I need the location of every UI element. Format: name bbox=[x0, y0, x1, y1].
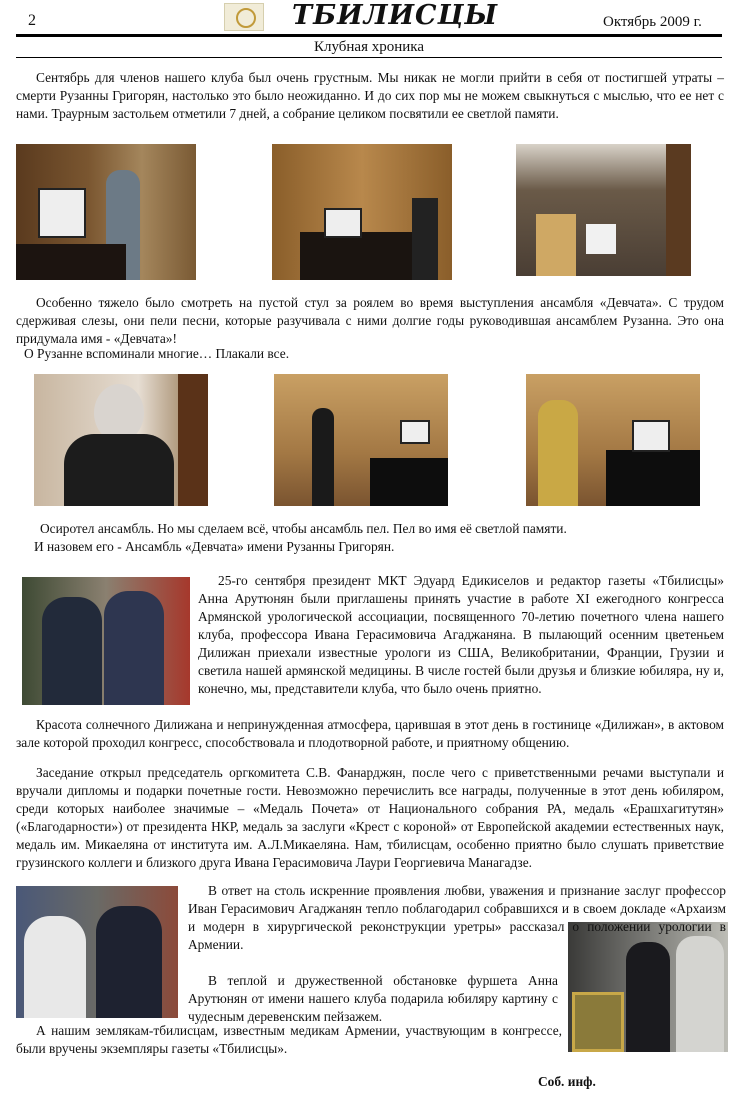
photo-memorial-speaker bbox=[16, 144, 196, 280]
paragraph-intro: Сентябрь для членов нашего клуба был очень грустным. Мы никак не могли прийти в себя от постигшей утраты – смерти Рузанны Григорян, настолько это было неожиданно. И до сих пор мы не можем свыкнуться с мыслью, что ее нет с нами. Траурным застольем отметили 7 дней, а собрание целиком посвятили ее светлой памяти. bbox=[16, 70, 724, 121]
paragraph-dilijan: Красота солнечного Дилижана и непринужденная атмосфера, царившая в этот день в гостинице «Дилижан», в актовом зале которой проходил конгресс, способствовала и плодотворной работе, и приятному общению. bbox=[16, 717, 724, 750]
page-number: 2 bbox=[28, 12, 36, 29]
issue-date: Октябрь 2009 г. bbox=[603, 14, 702, 30]
photo-singer-piano bbox=[274, 374, 448, 506]
header-rule-top bbox=[16, 34, 722, 37]
header-rule-bottom bbox=[16, 57, 722, 58]
paragraph-orphaned: Осиротел ансамбль. Но мы сделаем всё, чтобы ансамбль пел. Пел во имя её светлой памяти. bbox=[40, 521, 567, 536]
photo-memorial-table bbox=[272, 144, 452, 280]
photo-audience bbox=[516, 144, 691, 276]
masthead-logo-badge bbox=[224, 3, 264, 31]
photo-woman-portrait bbox=[34, 374, 208, 506]
section-title: Клубная хроника bbox=[313, 39, 425, 55]
paragraph-response: В ответ на столь искренние проявления любви, уважения и признание заслуг профессор Иван Герасимович Агаджанян тепло поблагодарил собравшихся и в своем докладе «Архаизм и модерн в хирургической реконструкции уретры» рассказал о положении урологии в Армении. bbox=[188, 883, 726, 952]
paragraph-congress: 25-го сентября президент МКТ Эдуард Едикиселов и редактор газеты «Тбилисцы» Анна Арутюнян были приглашены принять участие в работе XI ежегодного конгресса Армянской урологической ассоциации, посвященного 70-летию почетного члена нашего клуба, профессора Ивана Герасимовича Агаджаняна. В пылающий осенним цветеньем Дилижан приехали известные урологи из США, Великобритании, Франции, Грузии и светила нашей армянской медицины. В числе гостей были друзья и близкие юбиляра, ну и, конечно, мы, представители клуба, что было очень приятно. bbox=[198, 573, 724, 696]
paragraph-reception: В теплой и дружественной обстановке фуршета Анна Арутюнян от имени нашего клуба подарила юбиляру картину с чудесным деревенским пейзажем. bbox=[188, 973, 558, 1024]
signature: Соб. инф. bbox=[538, 1074, 596, 1089]
paragraph-naming: И назовем его - Ансамбль «Девчата» имени Рузанны Григорян. bbox=[34, 539, 395, 554]
masthead-title: ТБИЛИСЦЫ bbox=[292, 0, 499, 31]
paragraph-awards: Заседание открыл председатель оргкомитета С.В. Фанарджян, после чего с приветственными речами выступали и вручали дипломы и подарки почетные гости. Невозможно перечислить все награды, полученные в этот день юбиляром, среди которых наиболее значимые – «Медаль Почета» от Национального собрания РА, медаль «Ерашхагитутян» («Благодарности») от президента НКР, медаль за заслуги «Крест с короной» от Европейской академии естественных наук, медаль им. Микаеляна от института им. А.Л.Микаеляна. Нам, тбилисцам, особенно приятно было слушать приветствие грузинского коллеги и близкого друга Ивана Герасимовича Лаури Георгиевича Манагадзе. bbox=[16, 765, 724, 870]
photo-couple-portrait bbox=[16, 886, 178, 1018]
photo-award-presentation bbox=[22, 577, 190, 705]
logo-circle-icon bbox=[236, 8, 256, 28]
paragraph-ensemble: Особенно тяжело было смотреть на пустой стул за роялем во время выступления ансамбля «Девчата». С трудом сдерживая слезы, они пели песни, которые разучивала с ними долгие годы руководившая ансамблем Рузанна. Это она придумала имя - «Девчата»! bbox=[16, 295, 724, 346]
paragraph-memories: О Рузанне вспоминали многие… Плакали все. bbox=[24, 346, 290, 361]
paragraph-newspapers: А нашим землякам-тбилисцам, известным медикам Армении, участвующим в конгрессе, были вручены экземпляры газеты «Тбилисцы». bbox=[16, 1023, 562, 1056]
photo-singer-yellow bbox=[526, 374, 700, 506]
